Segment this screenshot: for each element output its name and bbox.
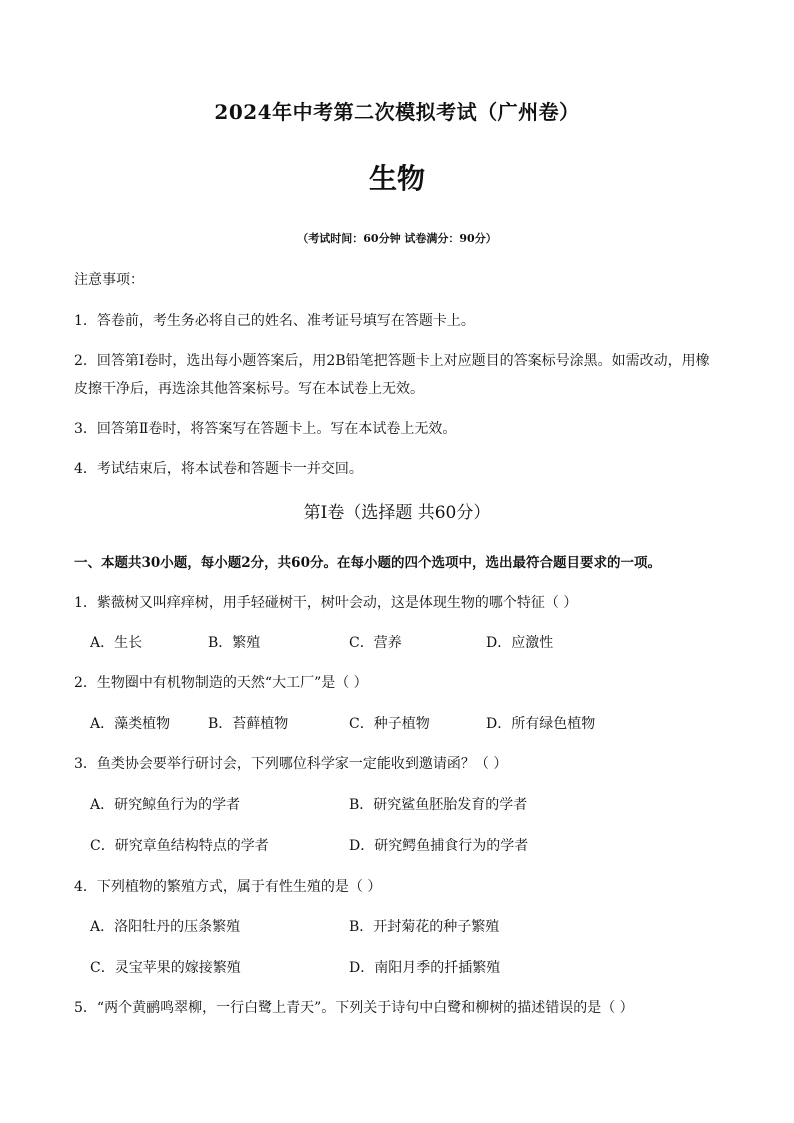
option-a: A．洛阳牡丹的压条繁殖 <box>90 919 241 935</box>
notice-heading: 注意事项： <box>74 272 144 288</box>
question-stem: 4．下列植物的繁殖方式，属于有性生殖的是（ ） <box>74 879 382 895</box>
option-c: C．研究章鱼结构特点的学者 <box>90 838 269 854</box>
option-d: D．应激性 <box>486 635 554 651</box>
page-title: 2024年中考第二次模拟考试（广州卷） <box>214 100 580 124</box>
question-stem: 1．紫薇树又叫痒痒树，用手轻碰树干，树叶会动，这是体现生物的哪个特征（ ） <box>74 595 578 611</box>
option-d: D．所有绿色植物 <box>486 716 596 732</box>
exam-info: （考试时间：60分钟 试卷满分：90分） <box>297 232 497 245</box>
option-d: D．研究鳄鱼捕食行为的学者 <box>349 838 529 854</box>
question-stem: 5．“两个黄鹂鸣翠柳，一行白鹭上青天”。下列关于诗句中白鹭和柳树的描述错误的是（ ） <box>74 1000 634 1016</box>
section-title: 第Ⅰ卷（选择题 共60分） <box>303 503 491 523</box>
option-c: C．营养 <box>349 635 402 651</box>
option-a: A．藻类植物 <box>90 716 171 732</box>
option-b: B．研究鲨鱼胚胎发育的学者 <box>349 797 528 813</box>
option-c: C．种子植物 <box>349 716 430 732</box>
notice-item-continuation: 皮擦干净后，再选涂其他答案标号。写在本试卷上无效。 <box>74 381 424 397</box>
option-b: B．繁殖 <box>208 635 261 651</box>
option-b: B．苔藓植物 <box>208 716 289 732</box>
question-stem: 3．鱼类协会要举行研讨会，下列哪位科学家一定能收到邀请函？（ ） <box>74 756 508 772</box>
notice-item: 2．回答第Ⅰ卷时，选出每小题答案后，用2B铅笔把答题卡上对应题目的答案标号涂黑。如需改动，用橡 <box>74 353 710 369</box>
option-a: A．生长 <box>90 635 143 651</box>
option-a: A．研究鲸鱼行为的学者 <box>90 797 241 813</box>
notice-item: 3．回答第Ⅱ卷时，将答案写在答题卡上。写在本试卷上无效。 <box>74 421 457 437</box>
notice-item: 4．考试结束后，将本试卷和答题卡一并交回。 <box>74 461 363 477</box>
section-instruction: 一、本题共30小题，每小题2分，共60分。在每小题的四个选项中，选出最符合题目要求的一项。 <box>74 555 661 571</box>
option-c: C．灵宝苹果的嫁接繁殖 <box>90 960 241 976</box>
option-d: D．南阳月季的扦插繁殖 <box>349 960 501 976</box>
subject-title: 生物 <box>368 162 425 195</box>
option-b: B．开封菊花的种子繁殖 <box>349 919 500 935</box>
notice-item: 1．答卷前，考生务必将自己的姓名、准考证号填写在答题卡上。 <box>74 313 475 329</box>
question-stem: 2．生物圈中有机物制造的天然“大工厂”是（ ） <box>74 675 368 691</box>
